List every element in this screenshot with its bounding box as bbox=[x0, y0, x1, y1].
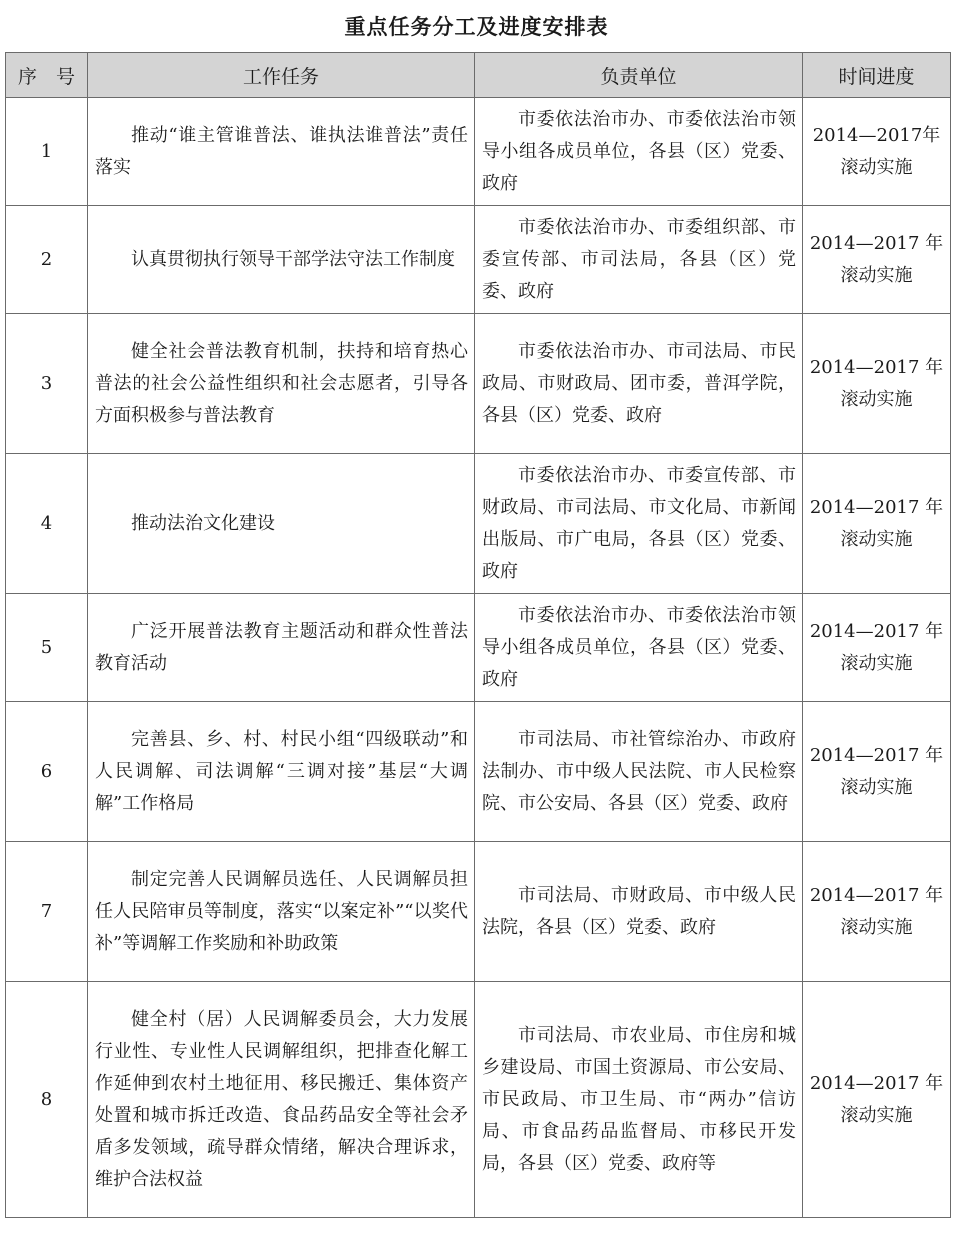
column-header-task: 工作任务 bbox=[88, 53, 475, 98]
task-text: 推动“谁主管谁普法、谁执法谁普法”责任落实 bbox=[95, 124, 468, 178]
row-unit bbox=[475, 842, 803, 982]
unit-text: 市委依法治市办、市委依法治市领导小组各成员单位，各县（区）党委、政府 bbox=[482, 604, 796, 690]
task-text: 完善县、乡、村、村民小组“四级联动”和人民调解、司法调解“三调对接”基层“大调解”工作格局 bbox=[95, 728, 468, 814]
row-task bbox=[88, 702, 475, 842]
row-task bbox=[88, 314, 475, 454]
unit-text: 市委依法治市办、市委组织部、市委宣传部、市司法局，各县（区）党委、政府 bbox=[482, 216, 796, 302]
row-time: 2014—2017 年滚动实施 bbox=[803, 982, 951, 1218]
row-time: 2014—2017 年滚动实施 bbox=[803, 594, 951, 702]
task-text: 认真贯彻执行领导干部学法守法工作制度 bbox=[131, 248, 455, 270]
row-unit bbox=[475, 982, 803, 1218]
table-row bbox=[6, 594, 951, 702]
row-number: 7 bbox=[6, 842, 88, 982]
row-time: 2014—2017年滚动实施 bbox=[803, 98, 951, 206]
table-row bbox=[6, 982, 951, 1218]
row-task bbox=[88, 594, 475, 702]
table-row bbox=[6, 842, 951, 982]
row-number: 1 bbox=[6, 98, 88, 206]
row-unit bbox=[475, 454, 803, 594]
unit-text: 市司法局、市农业局、市住房和城乡建设局、市国土资源局、市公安局、市民政局、市卫生局、市“两办”信访局、市食品药品监督局、市移民开发局，各县（区）党委、政府等 bbox=[482, 1024, 796, 1174]
unit-text: 市司法局、市财政局、市中级人民法院，各县（区）党委、政府 bbox=[482, 884, 796, 938]
row-time: 2014—2017 年滚动实施 bbox=[803, 454, 951, 594]
task-schedule-table bbox=[5, 52, 951, 1218]
row-time: 2014—2017 年滚动实施 bbox=[803, 314, 951, 454]
row-unit bbox=[475, 314, 803, 454]
row-task bbox=[88, 98, 475, 206]
row-time: 2014—2017 年滚动实施 bbox=[803, 702, 951, 842]
row-unit bbox=[475, 98, 803, 206]
page-title: 重点任务分工及进度安排表 bbox=[344, 15, 609, 39]
row-task bbox=[88, 982, 475, 1218]
table-row bbox=[6, 98, 951, 206]
unit-text: 市委依法治市办、市司法局、市民政局、市财政局、团市委，普洱学院，各县（区）党委、政府 bbox=[482, 340, 796, 426]
unit-text: 市委依法治市办、市委宣传部、市财政局、市司法局、市文化局、市新闻出版局、市广电局，各县（区）党委、政府 bbox=[482, 464, 796, 582]
row-task bbox=[88, 206, 475, 314]
table-row bbox=[6, 206, 951, 314]
row-number: 8 bbox=[6, 982, 88, 1218]
row-time: 2014—2017 年滚动实施 bbox=[803, 206, 951, 314]
row-number: 6 bbox=[6, 702, 88, 842]
task-text: 广泛开展普法教育主题活动和群众性普法教育活动 bbox=[95, 620, 468, 674]
row-task bbox=[88, 842, 475, 982]
column-header-no: 序 号 bbox=[6, 53, 88, 98]
row-number: 5 bbox=[6, 594, 88, 702]
row-time: 2014—2017 年滚动实施 bbox=[803, 842, 951, 982]
task-text: 健全村（居）人民调解委员会，大力发展行业性、专业性人民调解组织，把排查化解工作延伸到农村土地征用、移民搬迁、集体资产处置和城市拆迁改造、食品药品安全等社会矛盾多发领域，疏导群众情绪，解决合理诉求，维护合法权益 bbox=[95, 1008, 468, 1190]
task-text: 健全社会普法教育机制，扶持和培育热心普法的社会公益性组织和社会志愿者，引导各方面积极参与普法教育 bbox=[95, 340, 468, 426]
row-number: 2 bbox=[6, 206, 88, 314]
row-number: 3 bbox=[6, 314, 88, 454]
column-header-unit: 负责单位 bbox=[475, 53, 803, 98]
task-text: 制定完善人民调解员选任、人民调解员担任人民陪审员等制度，落实“以案定补”“以奖代补”等调解工作奖励和补助政策 bbox=[95, 868, 468, 954]
table-header-row bbox=[6, 53, 951, 98]
row-unit bbox=[475, 594, 803, 702]
unit-text: 市委依法治市办、市委依法治市领导小组各成员单位，各县（区）党委、政府 bbox=[482, 108, 796, 194]
row-number: 4 bbox=[6, 454, 88, 594]
column-header-time: 时间进度 bbox=[803, 53, 951, 98]
row-unit bbox=[475, 206, 803, 314]
unit-text: 市司法局、市社管综治办、市政府法制办、市中级人民法院、市人民检察院、市公安局、各县（区）党委、政府 bbox=[482, 728, 796, 814]
table-row bbox=[6, 454, 951, 594]
row-task bbox=[88, 454, 475, 594]
row-unit bbox=[475, 702, 803, 842]
table-row bbox=[6, 702, 951, 842]
table-row bbox=[6, 314, 951, 454]
task-text: 推动法治文化建设 bbox=[131, 512, 275, 534]
